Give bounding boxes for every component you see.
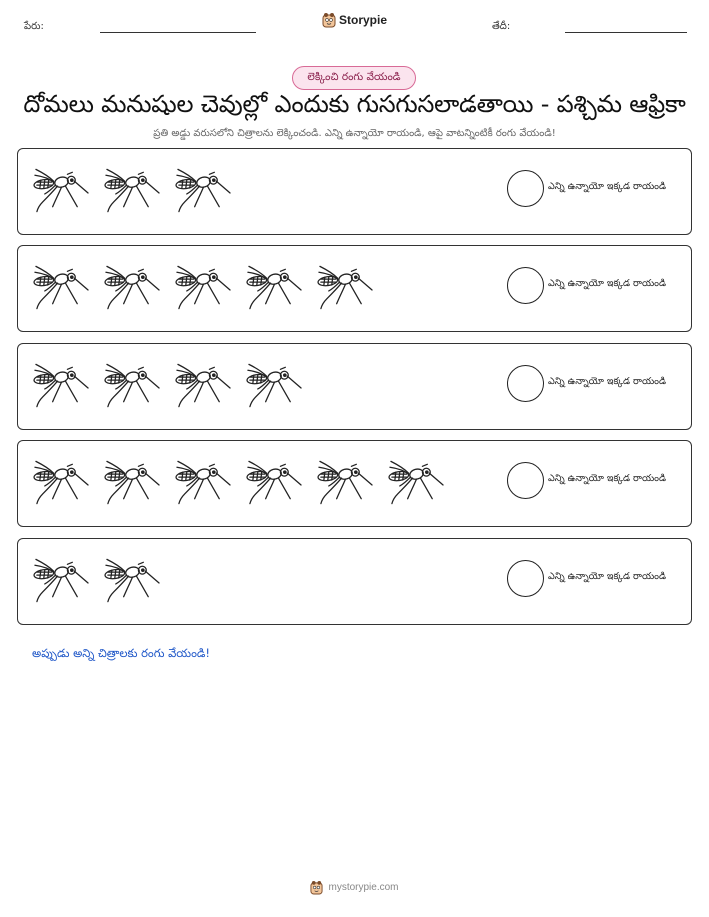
mosquito-picture[interactable] xyxy=(32,455,91,515)
mosquito-icon xyxy=(316,455,375,511)
mosquito-icon xyxy=(103,553,162,609)
answer-label: ఎన్ని ఉన్నాయో ఇక్కడ రాయండి xyxy=(548,571,667,582)
counting-row xyxy=(17,148,692,235)
storypie-logo-icon xyxy=(322,12,336,28)
picture-group xyxy=(32,553,162,613)
answer-label: ఎన్ని ఉన్నాయో ఇక్కడ రాయండి xyxy=(548,181,667,192)
mosquito-icon xyxy=(32,163,91,219)
name-write-line[interactable] xyxy=(100,32,256,33)
mosquito-icon xyxy=(245,455,304,511)
counting-row xyxy=(17,245,692,332)
answer-circle[interactable] xyxy=(507,365,544,402)
answer-label: ఎన్ని ఉన్నాయో ఇక్కడ రాయండి xyxy=(548,376,667,387)
mosquito-icon xyxy=(32,553,91,609)
storypie-logo-icon xyxy=(310,880,323,895)
mosquito-icon xyxy=(174,163,233,219)
answer-label: ఎన్ని ఉన్నాయో ఇక్కడ రాయండి xyxy=(548,278,667,289)
mosquito-picture[interactable] xyxy=(32,260,91,320)
picture-group xyxy=(32,260,375,320)
mosquito-icon xyxy=(32,260,91,316)
mosquito-picture[interactable] xyxy=(174,358,233,418)
page-title: దోమలు మనుషుల చెవుల్లో ఎందుకు గుసగుసలాడతాయి - పశ్చిమ ఆఫ్రికా xyxy=(23,90,686,118)
answer-label: ఎన్ని ఉన్నాయో ఇక్కడ రాయండి xyxy=(548,473,667,484)
mosquito-icon xyxy=(103,260,162,316)
instructions: ప్రతి అడ్డు వరుసలోని చిత్రాలను లెక్కించండి. ఎన్ని ఉన్నాయో రాయండి, ఆపై వాటన్నింటికీ రంగు వేయండి! xyxy=(153,128,556,139)
mosquito-icon xyxy=(103,358,162,414)
mosquito-picture[interactable] xyxy=(32,163,91,223)
date-write-line[interactable] xyxy=(565,32,687,33)
activity-badge: లెక్కించి రంగు వేయండి xyxy=(292,66,416,90)
answer-circle[interactable] xyxy=(507,462,544,499)
mosquito-picture[interactable] xyxy=(245,455,304,515)
mosquito-icon xyxy=(32,358,91,414)
brand-name: Storypie xyxy=(339,13,388,27)
mosquito-icon xyxy=(103,455,162,511)
picture-group xyxy=(32,163,233,223)
picture-group xyxy=(32,455,446,515)
footer-site: mystorypie.com xyxy=(328,882,399,893)
mosquito-picture[interactable] xyxy=(103,553,162,613)
footer-instruction: అప్పుడు అన్ని చిత్రాలకు రంగు వేయండి! xyxy=(32,646,211,660)
counting-row xyxy=(17,538,692,625)
mosquito-picture[interactable] xyxy=(245,358,304,418)
mosquito-icon xyxy=(103,163,162,219)
picture-group xyxy=(32,358,304,418)
answer-circle[interactable] xyxy=(507,267,544,304)
mosquito-picture[interactable] xyxy=(103,455,162,515)
mosquito-icon xyxy=(174,358,233,414)
mosquito-picture[interactable] xyxy=(103,163,162,223)
mosquito-icon xyxy=(316,260,375,316)
footer-brand xyxy=(0,880,709,895)
date-label: తేదీ: xyxy=(492,21,511,32)
counting-row xyxy=(17,440,692,527)
counting-row xyxy=(17,343,692,430)
mosquito-icon xyxy=(387,455,446,511)
name-label: పేరు: xyxy=(24,21,44,32)
brand xyxy=(322,12,387,28)
mosquito-icon xyxy=(245,260,304,316)
mosquito-picture[interactable] xyxy=(103,358,162,418)
mosquito-picture[interactable] xyxy=(103,260,162,320)
mosquito-picture[interactable] xyxy=(316,455,375,515)
answer-circle[interactable] xyxy=(507,560,544,597)
mosquito-picture[interactable] xyxy=(32,358,91,418)
worksheet-header xyxy=(0,0,709,50)
mosquito-picture[interactable] xyxy=(174,455,233,515)
mosquito-picture[interactable] xyxy=(316,260,375,320)
mosquito-icon xyxy=(32,455,91,511)
answer-circle[interactable] xyxy=(507,170,544,207)
mosquito-icon xyxy=(174,260,233,316)
mosquito-icon xyxy=(245,358,304,414)
mosquito-picture[interactable] xyxy=(174,163,233,223)
mosquito-picture[interactable] xyxy=(387,455,446,515)
mosquito-picture[interactable] xyxy=(245,260,304,320)
mosquito-picture[interactable] xyxy=(32,553,91,613)
mosquito-icon xyxy=(174,455,233,511)
mosquito-picture[interactable] xyxy=(174,260,233,320)
